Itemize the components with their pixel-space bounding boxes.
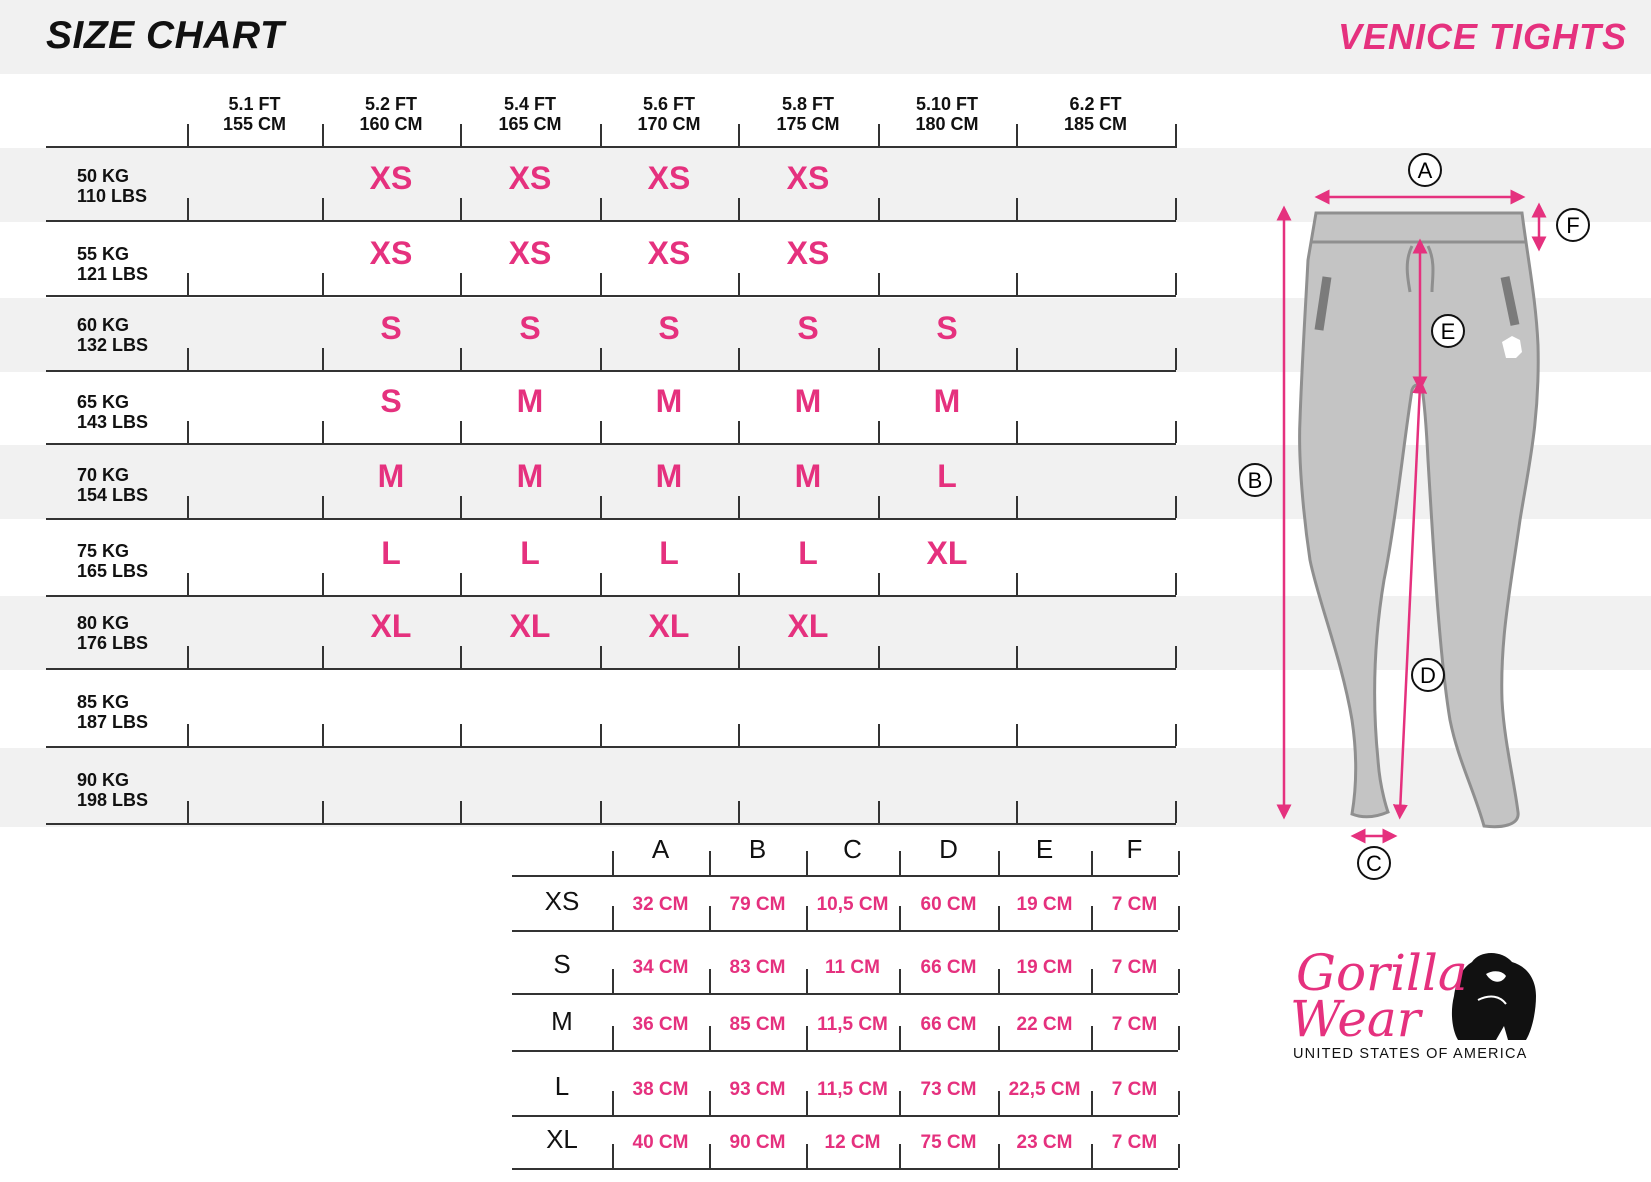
- size-cell: M: [516, 458, 544, 494]
- height-cm: 155 CM: [222, 114, 287, 134]
- measure-value: 66 CM: [920, 957, 977, 978]
- label-b: [1239, 464, 1271, 496]
- size-cell: M: [655, 458, 683, 494]
- measure-value: 19 CM: [1016, 957, 1073, 978]
- page-title: SIZE CHART: [46, 14, 285, 57]
- height-cm: 175 CM: [776, 114, 840, 134]
- height-cm: 185 CM: [1063, 114, 1128, 134]
- measure-value: 36 CM: [632, 1014, 689, 1035]
- measure-value: 12 CM: [824, 1132, 881, 1153]
- size-cell: XS: [647, 235, 691, 271]
- size-cell: S: [519, 310, 541, 346]
- weight-kg: 50 KG: [77, 166, 130, 186]
- measure-column-header: A: [651, 834, 670, 864]
- measure-column-header: B: [748, 834, 767, 864]
- size-cell: L: [381, 535, 401, 571]
- measure-size-label: M: [551, 1006, 573, 1036]
- measure-value: 32 CM: [632, 894, 689, 915]
- size-cell: XS: [647, 160, 691, 196]
- size-cell: M: [794, 458, 822, 494]
- height-cm: 165 CM: [498, 114, 562, 134]
- measure-size-label: XS: [544, 886, 580, 916]
- size-cell: XS: [508, 160, 552, 196]
- weight-kg: 60 KG: [77, 315, 130, 335]
- size-cell: S: [936, 310, 958, 346]
- measure-value: 7 CM: [1111, 894, 1158, 915]
- svg-text:B: B: [1247, 468, 1263, 493]
- svg-text:F: F: [1566, 213, 1580, 238]
- measure-value: 7 CM: [1111, 1014, 1158, 1035]
- measure-value: 79 CM: [729, 894, 786, 915]
- measure-value: 19 CM: [1016, 894, 1073, 915]
- measure-size-label: S: [553, 949, 571, 979]
- measure-value: 23 CM: [1016, 1132, 1073, 1153]
- size-cell: M: [516, 383, 544, 419]
- weight-kg: 75 KG: [77, 541, 130, 561]
- measure-column-header: C: [843, 834, 862, 864]
- weight-lbs: 143 LBS: [77, 412, 149, 432]
- weight-lbs: 132 LBS: [77, 335, 149, 355]
- weight-kg: 65 KG: [77, 392, 130, 412]
- measure-value: 22,5 CM: [1008, 1079, 1081, 1100]
- size-cell: XL: [787, 608, 829, 644]
- weight-lbs: 165 LBS: [77, 561, 149, 581]
- logo-tagline: UNITED STATES OF AMERICA: [1293, 1046, 1528, 1062]
- label-a: [1409, 154, 1441, 186]
- measure-column-header: D: [939, 834, 958, 864]
- size-cell: S: [658, 310, 680, 346]
- measure-value: 22 CM: [1016, 1014, 1073, 1035]
- size-cell: L: [798, 535, 818, 571]
- weight-kg: 85 KG: [77, 692, 130, 712]
- size-cell: XL: [509, 608, 551, 644]
- svg-text:C: C: [1366, 851, 1382, 876]
- weight-lbs: 176 LBS: [77, 633, 149, 653]
- size-cell: XS: [369, 160, 413, 196]
- size-cell: L: [659, 535, 679, 571]
- size-cell: M: [794, 383, 822, 419]
- height-ft: 5.8 FT: [781, 94, 834, 114]
- weight-kg: 70 KG: [77, 465, 130, 485]
- measure-value: 90 CM: [729, 1132, 786, 1153]
- measure-value: 66 CM: [920, 1014, 977, 1035]
- weight-kg: 90 KG: [77, 770, 130, 790]
- size-cell: S: [380, 310, 402, 346]
- size-cell: L: [520, 535, 540, 571]
- size-cell: XL: [926, 535, 968, 571]
- svg-text:A: A: [1417, 158, 1433, 183]
- height-ft: 5.4 FT: [503, 94, 556, 114]
- height-cm: 180 CM: [915, 114, 979, 134]
- size-cell: M: [377, 458, 405, 494]
- measure-column-header: E: [1035, 834, 1054, 864]
- weight-lbs: 121 LBS: [77, 264, 149, 284]
- measure-value: 34 CM: [632, 957, 689, 978]
- measure-value: 7 CM: [1111, 1079, 1158, 1100]
- weight-lbs: 154 LBS: [77, 485, 149, 505]
- measure-value: 10,5 CM: [816, 894, 889, 915]
- height-ft: 5.10 FT: [915, 94, 979, 114]
- size-cell: S: [797, 310, 819, 346]
- height-cm: 170 CM: [637, 114, 701, 134]
- measure-value: 85 CM: [729, 1014, 786, 1035]
- svg-text:E: E: [1440, 319, 1456, 344]
- size-cell: S: [380, 383, 402, 419]
- height-cm: 160 CM: [359, 114, 423, 134]
- weight-lbs: 187 LBS: [77, 712, 149, 732]
- size-cell: M: [655, 383, 683, 419]
- label-e: [1432, 315, 1464, 347]
- size-cell: XS: [786, 160, 830, 196]
- measure-value: 38 CM: [632, 1079, 689, 1100]
- svg-text:D: D: [1420, 663, 1436, 688]
- weight-lbs: 110 LBS: [77, 186, 148, 206]
- logo-wear: Wear: [1290, 990, 1421, 1048]
- measure-value: 93 CM: [729, 1079, 786, 1100]
- measure-value: 11 CM: [825, 957, 880, 978]
- weight-lbs: 198 LBS: [77, 790, 149, 810]
- measure-size-label: L: [554, 1071, 570, 1101]
- measure-value: 11,5 CM: [817, 1079, 888, 1100]
- measure-value: 7 CM: [1111, 1132, 1158, 1153]
- height-ft: 5.2 FT: [364, 94, 417, 114]
- size-cell: XS: [508, 235, 552, 271]
- logo-gorilla: Gorilla: [1296, 944, 1468, 1002]
- measure-value: 75 CM: [920, 1132, 977, 1153]
- measure-value: 40 CM: [632, 1132, 689, 1153]
- label-f: [1557, 209, 1589, 241]
- measure-value: 60 CM: [920, 894, 977, 915]
- product-name: VENICE TIGHTS: [1337, 16, 1627, 57]
- label-d: [1412, 659, 1444, 691]
- measure-value: 83 CM: [729, 957, 786, 978]
- measure-column-header: F: [1126, 834, 1143, 864]
- measure-value: 11,5 CM: [817, 1014, 888, 1035]
- height-ft: 6.2 FT: [1069, 94, 1122, 114]
- measure-size-label: XL: [546, 1124, 578, 1154]
- size-cell: XL: [370, 608, 412, 644]
- size-cell: XS: [369, 235, 413, 271]
- size-cell: XS: [786, 235, 830, 271]
- size-cell: M: [933, 383, 961, 419]
- size-cell: XL: [648, 608, 690, 644]
- weight-kg: 55 KG: [77, 244, 130, 264]
- label-c: [1358, 847, 1390, 879]
- height-ft: 5.6 FT: [642, 94, 695, 114]
- measure-value: 73 CM: [920, 1079, 977, 1100]
- height-ft: 5.1 FT: [228, 94, 281, 114]
- measure-value: 7 CM: [1111, 957, 1158, 978]
- weight-kg: 80 KG: [77, 613, 130, 633]
- size-cell: L: [937, 458, 957, 494]
